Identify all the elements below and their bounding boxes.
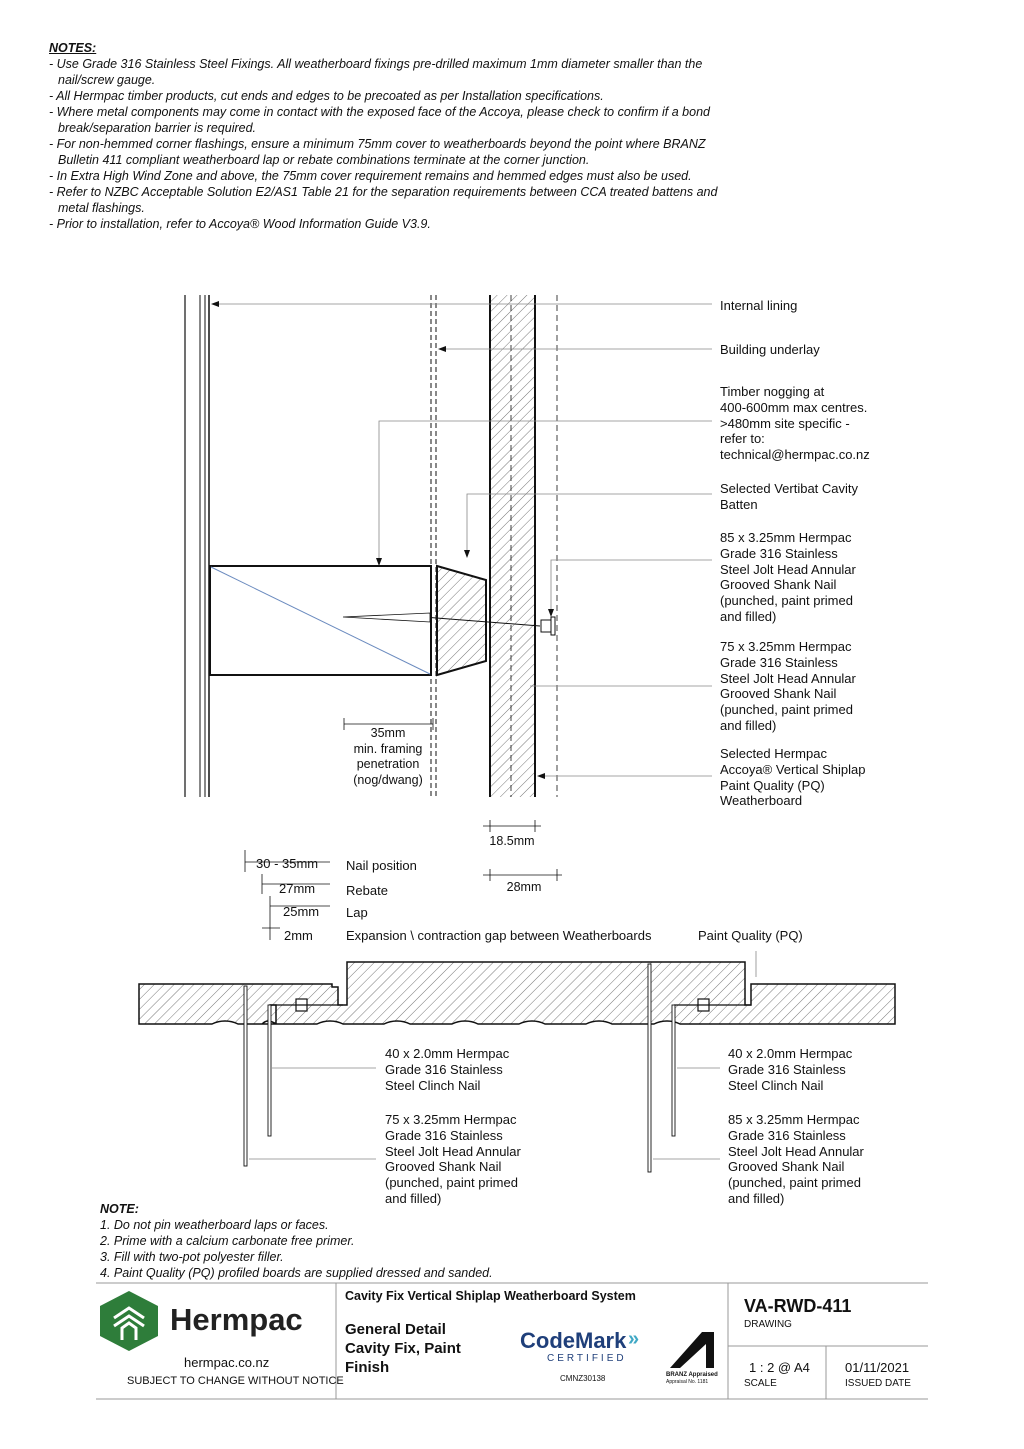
scale-label: SCALE [744,1378,777,1389]
drawing-label: DRAWING [744,1319,792,1330]
title-block [96,1282,928,1400]
codemark-sub: CERTIFIED [547,1353,627,1364]
label-batten: Selected Vertibat Cavity Batten [720,481,859,512]
brand-name: Hermpac [170,1302,303,1337]
cavity-batten [437,566,486,675]
label-clinch-right: 40 x 2.0mm Hermpac Grade 316 Stainless Steel Clinch Nail [728,1046,853,1093]
system-title: Cavity Fix Vertical Shiplap Weatherboard System [345,1289,636,1303]
note-item: - All Hermpac timber products, cut ends and edges to be precoated as per Installation specifications. [49,89,604,103]
bottom-note-heading: NOTE: [100,1202,139,1216]
website: hermpac.co.nz [184,1355,270,1370]
hermpac-logo-icon [98,1290,160,1352]
issued-date: 01/11/2021 [845,1360,910,1375]
branz-label: BRANZ Appraised [666,1372,718,1378]
note-item: - Prior to installation, refer to Accoya® Wood Information Guide V3.9. [49,217,431,231]
drawing-number: VA-RWD-411 [744,1296,852,1316]
note-item: - Use Grade 316 Stainless Steel Fixings. All weatherboard fixings pre-drilled maximum 1mm diameter smaller than the nail/screw gauge. [49,57,703,87]
internal-lining [185,295,209,797]
building-underlay [431,295,436,797]
bottom-note-item: 3. Fill with two-pot polyester filler. [100,1250,284,1264]
label-nail-85: 85 x 3.25mm Hermpac Grade 316 Stainless Steel Jolt Head Annular Grooved Shank Nail (punched, paint primed and filled) [720,530,856,624]
chevron-right-icon: » [628,1328,640,1350]
key-dim: 30 - 35mm [256,856,319,871]
label-internal-lining: Internal lining [720,298,798,313]
key-label: Lap [346,905,368,920]
detail-title: General Detail Cavity Fix, Paint Finish [345,1321,461,1376]
weatherboard-section [490,295,557,797]
codemark-logo: CodeMark [520,1328,627,1353]
leader-lines [214,304,712,776]
note-item: - For non-hemmed corner flashings, ensure a minimum 75mm cover to weatherboards beyond the point where BRANZ Bulletin 411 compliant weatherboard lap or rebate combinations terminate at the corner junction. [49,137,706,167]
note-item: - In Extra High Wind Zone and above, the 75mm cover requirement remains and hemmed edges must also be used. [49,169,692,183]
key-label: Expansion \ contraction gap between Weatherboards [346,928,652,943]
branz-number: Appraisal No. 1181 [666,1379,709,1385]
notes-heading: NOTES: [49,41,97,55]
bottom-note-item: 4. Paint Quality (PQ) profiled boards are supplied dressed and sanded. [100,1266,493,1280]
note-item: - Where metal components may come in contact with the exposed face of the Accoya, please check to confirm if a bond break/separation barrier is required. [49,105,710,135]
key-label: Nail position [346,858,417,873]
key-dim: 27mm [279,881,316,896]
label-nail-75: 75 x 3.25mm Hermpac Grade 316 Stainless Steel Jolt Head Annular Grooved Shank Nail (punched, paint primed and filled) [720,639,856,733]
key-label: Rebate [346,883,388,898]
dim-thickness-1: 18.5mm [489,834,535,848]
label-clinch-left: 40 x 2.0mm Hermpac Grade 316 Stainless Steel Clinch Nail [385,1046,510,1093]
label-nogging: Timber nogging at 400-600mm max centres. >480mm site specific - refer to: technical@hermpac.co.nz [720,384,870,463]
disclaimer: SUBJECT TO CHANGE WITHOUT NOTICE [127,1375,344,1387]
issued-date-label: ISSUED DATE [845,1378,911,1389]
note-item: - Refer to NZBC Acceptable Solution E2/AS1 Table 21 for the separation requirements between CCA treated battens and metal flashings. [49,185,718,215]
key-dim: 2mm [284,928,313,943]
bottom-note-item: 2. Prime with a calcium carbonate free primer. [100,1234,355,1248]
bottom-note [100,1201,493,1281]
label-shank-left: 75 x 3.25mm Hermpac Grade 316 Stainless Steel Jolt Head Annular Grooved Shank Nail (punched, paint primed and filled) [385,1112,521,1206]
codemark-number: CMNZ30138 [560,1374,606,1383]
dim-penetration: 35mm min. framing penetration (nog/dwang) [353,726,423,787]
label-paint-quality: Paint Quality (PQ) [698,928,803,943]
dim-thickness-2: 28mm [506,880,542,894]
label-weatherboard: Selected Hermpac Accoya® Vertical Shiplap Paint Quality (PQ) Weatherboard [720,746,866,809]
weatherboard-profile [139,962,895,1024]
scale-value: 1 : 2 @ A4 [749,1360,810,1375]
bottom-note-item: 1. Do not pin weatherboard laps or faces. [100,1218,329,1232]
label-building-underlay: Building underlay [720,342,820,357]
branz-logo-icon [666,1330,718,1370]
key-dim: 25mm [283,904,320,919]
label-shank-right: 85 x 3.25mm Hermpac Grade 316 Stainless Steel Jolt Head Annular Grooved Shank Nail (punched, paint primed and filled) [728,1112,864,1206]
